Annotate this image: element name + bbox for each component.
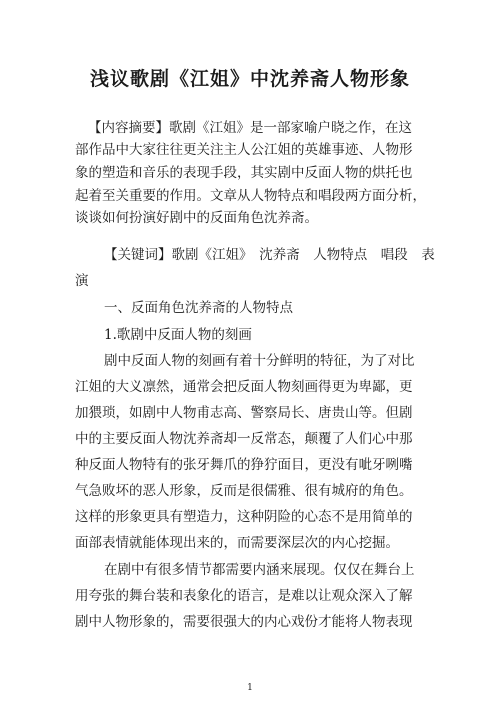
page-number: 1 <box>247 683 253 693</box>
body-line: 谈谈如何扮演好剧中的反面角色沈养斋。 <box>75 210 318 226</box>
body-line: 面部表情就能体现出来的，而需要深层次的内心挖掘。 <box>75 535 399 551</box>
body-line: 【内容摘要】歌剧《江姐》是一部家喻户晓之作，在这 <box>88 120 412 136</box>
body-line: 象的塑造和音乐的表现手段，其实剧中反面人物的烘托也 <box>75 165 413 181</box>
body-line: 部作品中大家往往更关注主人公江姐的英雄事迹、人物形 <box>75 142 413 158</box>
body-line: 种反面人物特有的张牙舞爪的狰狞面目，更没有呲牙咧嘴 <box>75 457 413 473</box>
body-line: 加猥琐，如剧中人物甫志高、警察局长、唐贵山等。但剧 <box>75 405 413 421</box>
body-line: 这样的形象更具有塑造力，这种阴险的心态不是用简单的 <box>75 509 413 525</box>
body-line: 用夸张的舞台装和表象化的语言，是难以让观众深入了解 <box>75 588 413 604</box>
section-heading: 一、反面角色沈养斋的人物特点 <box>104 300 293 316</box>
body-line: 起着至关重要的作用。文章从人物特点和唱段两方面分析， <box>75 188 426 204</box>
keywords-line: 【关键词】歌剧《江姐》 沈养斋 人物特点 唱段 表 <box>104 247 435 263</box>
subsection-heading: 1.歌剧中反面人物的刻画 <box>104 327 252 343</box>
body-line: 江姐的大义凛然，通常会把反面人物刻画得更为卑鄙，更 <box>75 379 413 395</box>
body-line: 中的主要反面人物沈养斋却一反常态，颠覆了人们心中那 <box>75 431 413 447</box>
body-line: 气急败坏的恶人形象，反而是很儒雅、很有城府的角色。 <box>75 483 413 499</box>
document-title: 浅议歌剧《江姐》中沈养斋人物形象 <box>89 68 410 90</box>
body-line: 剧中反面人物的刻画有着十分鲜明的特征，为了对比 <box>104 353 415 369</box>
body-line: 剧中人物形象的，需要很强大的内心戏份才能将人物表现 <box>75 614 413 630</box>
body-line: 在剧中有很多情节都需要内涵来展现。仅仅在舞台上 <box>104 562 415 578</box>
keywords-line: 演 <box>75 273 89 289</box>
